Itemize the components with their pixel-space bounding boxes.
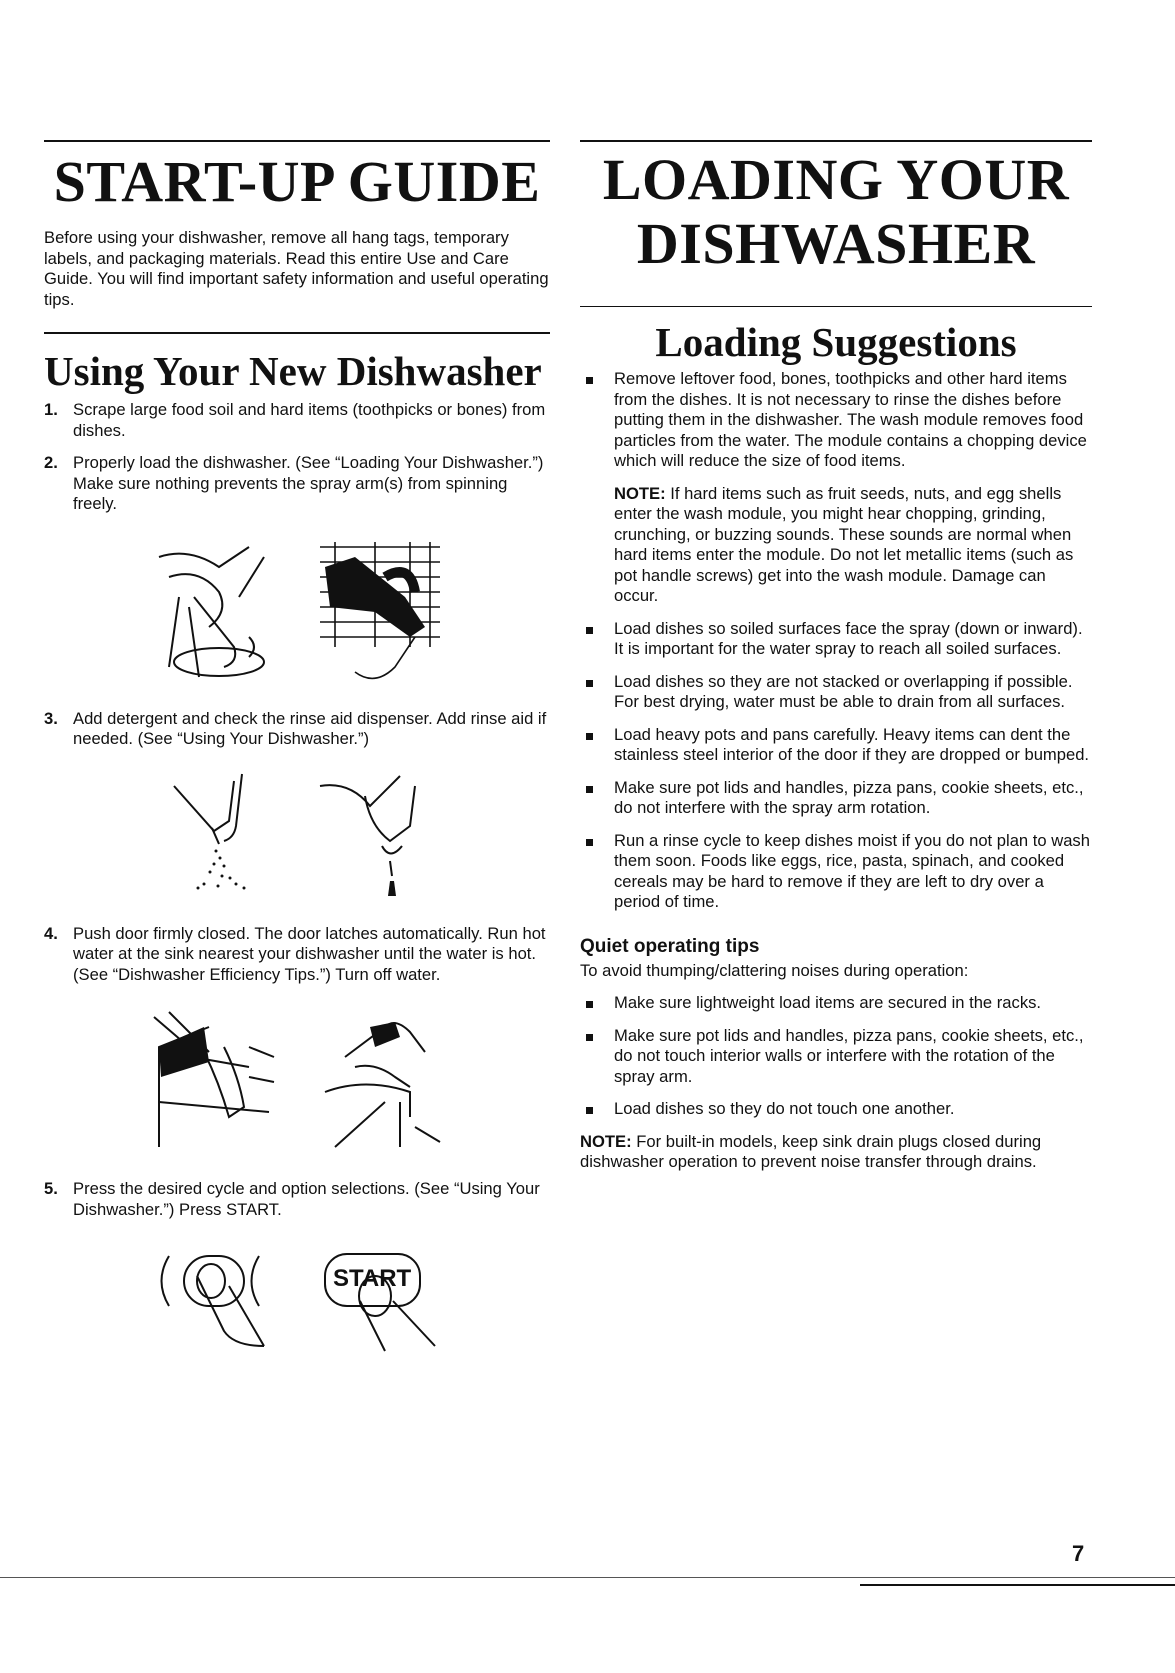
top-rule xyxy=(580,140,1092,142)
load-rack-illustration xyxy=(315,537,445,687)
bottom-rule-right xyxy=(860,1584,1175,1586)
bullet-square xyxy=(586,627,593,634)
step-text: Press the desired cycle and option selections. (See “Using Your Dishwasher.”) Press START. xyxy=(73,1179,540,1219)
quiet-operating-tips-heading: Quiet operating tips xyxy=(580,935,760,957)
page-number: 7 xyxy=(1072,1541,1085,1566)
detergent-pour-illustration xyxy=(164,766,274,906)
step-3 xyxy=(44,709,550,750)
startup-steps-4 xyxy=(44,924,550,986)
startup-intro: Before using your dishwasher, remove all hang tags, temporary labels, and packaging materials. Read this entire Use and Care Guide. You will find important safety information and useful operating tips. xyxy=(44,228,549,309)
loading-title-line2: DISHWASHER xyxy=(636,211,1036,276)
step-text: Add detergent and check the rinse aid dispenser. Add rinse aid if needed. (See “Using Your Dishwasher.”) xyxy=(73,708,547,748)
bullet-text: Make sure lightweight load items are secured in the racks. xyxy=(614,993,1042,1012)
loading-suggestions-list-2 xyxy=(580,619,1092,913)
bullet-item xyxy=(580,993,1092,1014)
detergent-illustrations xyxy=(44,766,550,906)
bullet-item xyxy=(580,1099,1092,1120)
loading-suggestions-heading: Loading Suggestions xyxy=(655,319,1017,365)
scrape-plate-illustration xyxy=(149,537,279,687)
top-rule xyxy=(44,140,550,142)
bullet-square xyxy=(586,377,593,384)
keypad-illustrations xyxy=(44,1246,550,1356)
bullet-square xyxy=(586,680,593,687)
built-in-note xyxy=(580,1132,1092,1173)
step-number: 4. xyxy=(44,923,58,943)
bullet-text: Remove leftover food, bones, toothpicks and other hard items from the dishes. It is not necessary to rinse the dishes before putting them in the dishwasher. The wash module removes food particles from the water. The module contains a chopping device which will reduce the size of food items. xyxy=(614,369,1087,470)
start-button-press-illustration xyxy=(315,1246,445,1356)
close-door-illustration xyxy=(149,1007,279,1157)
bullet-text: Run a rinse cycle to keep dishes moist if you do not plan to wash them soon. Foods like eggs, rice, pasta, spinach, and cooked cereals may be hard to remove if they are left to dry over a period of time. xyxy=(614,830,1090,911)
bullet-text: Make sure pot lids and handles, pizza pans, cookie sheets, etc., do not touch interior walls or interfere with the rotation of the spray arm. xyxy=(614,1025,1084,1086)
step-number: 3. xyxy=(44,708,58,728)
bullet-square xyxy=(586,1001,593,1008)
step-1 xyxy=(44,400,550,441)
rinse-aid-illustration xyxy=(310,766,430,906)
bullet-item xyxy=(580,369,1092,472)
step-5 xyxy=(44,1179,550,1220)
loading-suggestions-list xyxy=(580,369,1092,472)
bottom-rule xyxy=(0,1577,1175,1578)
note-text: For built-in models, keep sink drain plugs closed during dishwasher operation to prevent noise transfer through drains. xyxy=(580,1131,1042,1171)
bullet-square xyxy=(586,786,593,793)
bullet-item xyxy=(580,831,1092,913)
step-4 xyxy=(44,924,550,986)
bullet-text: Make sure pot lids and handles, pizza pans, cookie sheets, etc., do not interfere with the spray arm rotation. xyxy=(614,777,1084,817)
bullet-item xyxy=(580,778,1092,819)
startup-steps-5 xyxy=(44,1179,550,1220)
step-number: 5. xyxy=(44,1179,58,1198)
section-rule xyxy=(580,306,1092,307)
bullet-item xyxy=(580,619,1092,660)
section-rule xyxy=(44,332,550,334)
hard-items-note xyxy=(614,484,1092,607)
bullet-square xyxy=(586,839,593,846)
bullet-text: Load dishes so they do not touch one another. xyxy=(614,1099,955,1118)
step-text: Properly load the dishwasher. (See “Loading Your Dishwasher.”) Make sure nothing prevents the spray arm(s) from spinning freely. xyxy=(73,453,544,513)
bullet-text: Load dishes so they are not stacked or overlapping if possible. For best drying, water must be able to drain from all surfaces. xyxy=(614,671,1073,711)
bullet-square xyxy=(586,1034,593,1041)
using-dishwasher-heading: Using Your New Dishwasher xyxy=(44,348,542,394)
loading-column xyxy=(580,140,1092,1173)
bullet-square xyxy=(586,1107,593,1114)
note-label: NOTE: xyxy=(614,483,666,503)
startup-steps xyxy=(44,400,550,515)
quiet-tips-list xyxy=(580,993,1092,1120)
quiet-intro: To avoid thumping/clattering noises during operation: xyxy=(580,960,969,980)
bullet-square xyxy=(586,733,593,740)
step-number: 2. xyxy=(44,453,58,472)
cycle-button-press-illustration xyxy=(149,1246,279,1356)
run-water-illustration xyxy=(315,1007,445,1157)
startup-guide-column xyxy=(44,140,550,1356)
bullet-text: Load dishes so soiled surfaces face the spray (down or inward). It is important for the water spray to reach all soiled surfaces. xyxy=(614,618,1083,658)
step-text: Push door firmly closed. The door latches automatically. Run hot water at the sink nearest your dishwasher until the water is hot. (See “Dishwasher Efficiency Tips.”) Turn off water. xyxy=(73,923,546,984)
step-2 xyxy=(44,453,550,515)
scrape-load-illustrations xyxy=(44,537,550,687)
door-sink-illustrations xyxy=(44,1007,550,1157)
bullet-item xyxy=(580,1026,1092,1088)
loading-title-line1: LOADING YOUR xyxy=(602,147,1070,212)
step-number: 1. xyxy=(44,400,58,419)
step-text: Scrape large food soil and hard items (toothpicks or bones) from dishes. xyxy=(73,400,546,440)
note-label: NOTE: xyxy=(580,1131,632,1151)
bullet-item xyxy=(580,672,1092,713)
startup-guide-title: START-UP GUIDE xyxy=(53,149,541,214)
start-button-label: START xyxy=(333,1265,412,1292)
note-text: If hard items such as fruit seeds, nuts, and egg shells enter the wash module, you might hear chopping, grinding, crunching, or buzzing sounds. These sounds are normal when hard items enter the module. Do not let metallic items (such as pot handle screws) get into the wash module. Damage can occur. xyxy=(614,483,1074,605)
startup-steps-3 xyxy=(44,709,550,750)
bullet-item xyxy=(580,725,1092,766)
bullet-text: Load heavy pots and pans carefully. Heavy items can dent the stainless steel interior of the door if they are dropped or bumped. xyxy=(614,724,1090,764)
